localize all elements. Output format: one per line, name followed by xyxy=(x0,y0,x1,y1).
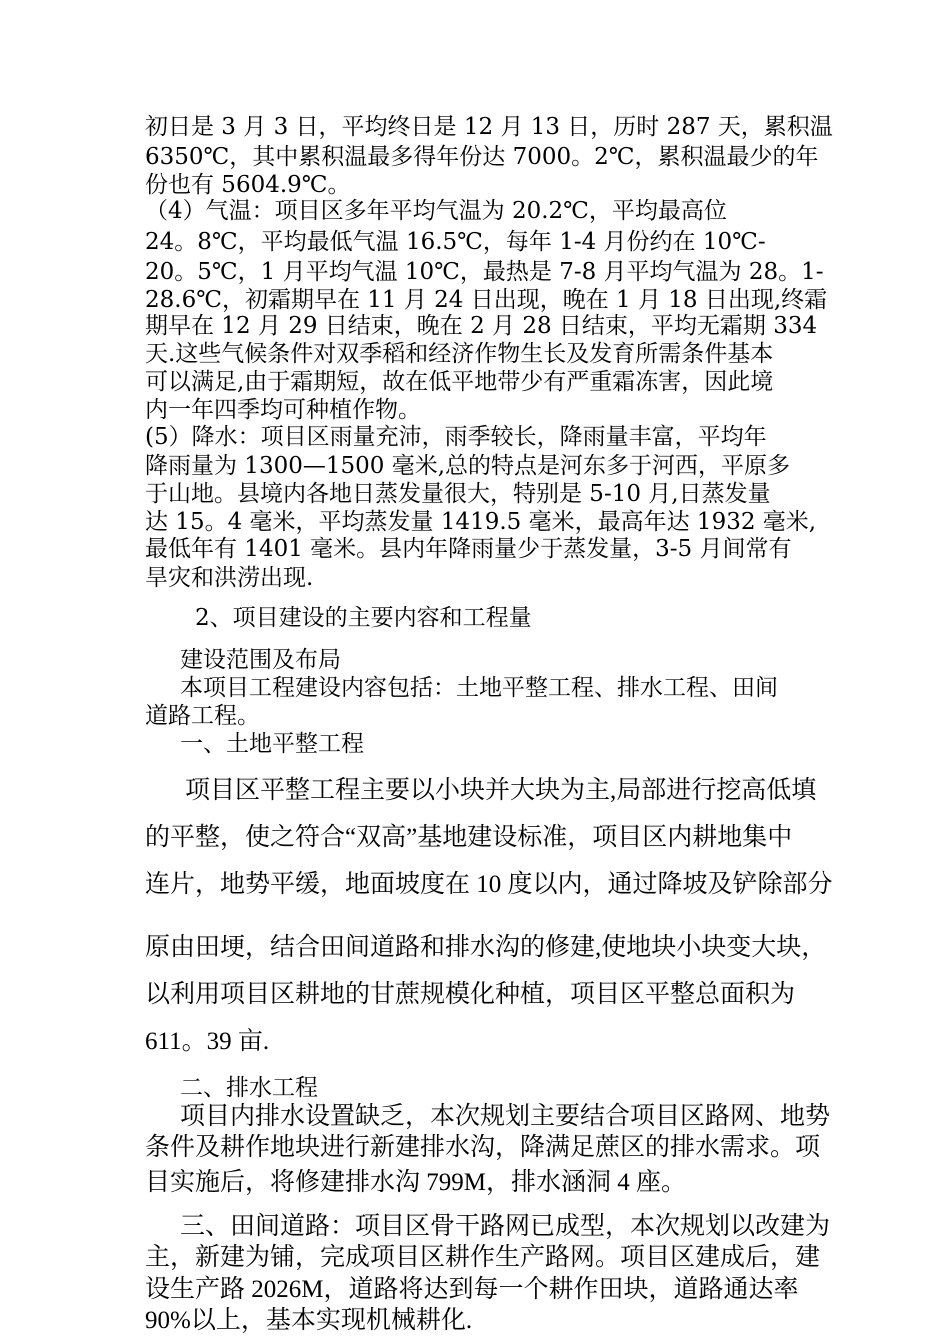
road-line-1: 三、田间道路：项目区骨干路网已成型，本次规划以改建为 xyxy=(180,1213,831,1240)
temperature-line-8: 内一年四季均可种植作物。 xyxy=(145,397,421,423)
drainage-heading: 二、排水工程 xyxy=(180,1075,318,1101)
road-line-3: 设生产路 2026M，道路将达到每一个耕作田块，道路通达率 xyxy=(145,1276,799,1303)
climate-frost-line-1: 初日是 3 月 3 日，平均终日是 12 月 13 日，历时 287 天，累积温 xyxy=(145,114,833,140)
drainage-line-2: 条件及耕作地块进行新建排水沟，降满足蔗区的排水需求。项 xyxy=(145,1134,821,1161)
section-2-heading: 2、项目建设的主要内容和工程量 xyxy=(195,605,532,631)
precipitation-line-6: 旱灾和洪涝出现. xyxy=(145,565,314,591)
land-leveling-line-1: 项目区平整工程主要以小块并大块为主,局部进行挖高低填 xyxy=(185,777,817,804)
precipitation-line-5: 最低年有 1401 毫米。县内年降雨量少于蒸发量，3-5 月间常有 xyxy=(145,536,792,562)
drainage-line-3: 目实施后，将修建排水沟 799M，排水涵洞 4 座。 xyxy=(145,1169,686,1196)
climate-frost-line-2: 6350℃，其中累积温最多得年份达 7000。2℃，累积温最少的年 xyxy=(145,144,819,170)
precipitation-line-2: 降雨量为 1300—1500 毫米,总的特点是河东多于河西，平原多 xyxy=(145,453,790,479)
content-line-1: 本项目工程建设内容包括：土地平整工程、排水工程、田间 xyxy=(180,675,778,701)
land-leveling-line-4: 原由田埂，结合田间道路和排水沟的修建,使地块小块变大块， xyxy=(145,934,827,961)
temperature-line-1: （4）气温：项目区多年平均气温为 20.2℃，平均最高位 xyxy=(145,198,727,224)
precipitation-line-3: 于山地。县境内各地日蒸发量很大，特别是 5-10 月,日蒸发量 xyxy=(145,481,771,507)
temperature-line-4: 28.6℃，初霜期早在 11 月 24 日出现，晚在 1 月 18 日出现,终霜 xyxy=(145,287,828,313)
temperature-line-6: 天.这些气候条件对双季稻和经济作物生长及发育所需条件基本 xyxy=(145,341,774,367)
content-line-2: 道路工程。 xyxy=(145,703,260,729)
precipitation-line-1: (5）降水：项目区雨量充沛，雨季较长，降雨量丰富，平均年 xyxy=(145,424,767,450)
temperature-line-2: 24。8℃，平均最低气温 16.5℃，每年 1-4 月份约在 10℃- xyxy=(145,229,766,255)
scope-heading: 建设范围及布局 xyxy=(180,647,341,673)
climate-frost-line-3: 份也有 5604.9℃。 xyxy=(145,172,351,198)
road-line-2: 主，新建为铺，完成项目区耕作生产路网。项目区建成后，建 xyxy=(145,1244,821,1271)
land-leveling-line-2: 的平整，使之符合“双高”基地建设标准，项目区内耕地集中 xyxy=(145,824,793,851)
precipitation-line-4: 达 15。4 毫米，平均蒸发量 1419.5 毫米，最高年达 1932 毫米, xyxy=(145,509,817,535)
temperature-line-3: 20。5℃，1 月平均气温 10℃，最热是 7-8 月平均气温为 28。1- xyxy=(145,259,824,285)
land-leveling-line-5: 以利用项目区耕地的甘蔗规模化种植，项目区平整总面积为 xyxy=(145,981,796,1008)
temperature-line-5: 期早在 12 月 29 日结束，晚在 2 月 28 日结束，平均无霜期 334 xyxy=(145,313,818,339)
land-leveling-line-3: 连片，地势平缓，地面坡度在 10 度以内，通过降坡及铲除部分 xyxy=(145,871,833,898)
land-leveling-line-6: 611。39 亩. xyxy=(145,1028,270,1055)
temperature-line-7: 可以满足,由于霜期短，故在低平地带少有严重霜冻害，因此境 xyxy=(145,369,774,395)
drainage-line-1: 项目内排水设置缺乏，本次规划主要结合项目区路网、地势 xyxy=(180,1103,831,1130)
land-leveling-heading: 一、土地平整工程 xyxy=(180,731,364,757)
road-line-4: 90%以上，基本实现机械耕化. xyxy=(145,1307,473,1334)
